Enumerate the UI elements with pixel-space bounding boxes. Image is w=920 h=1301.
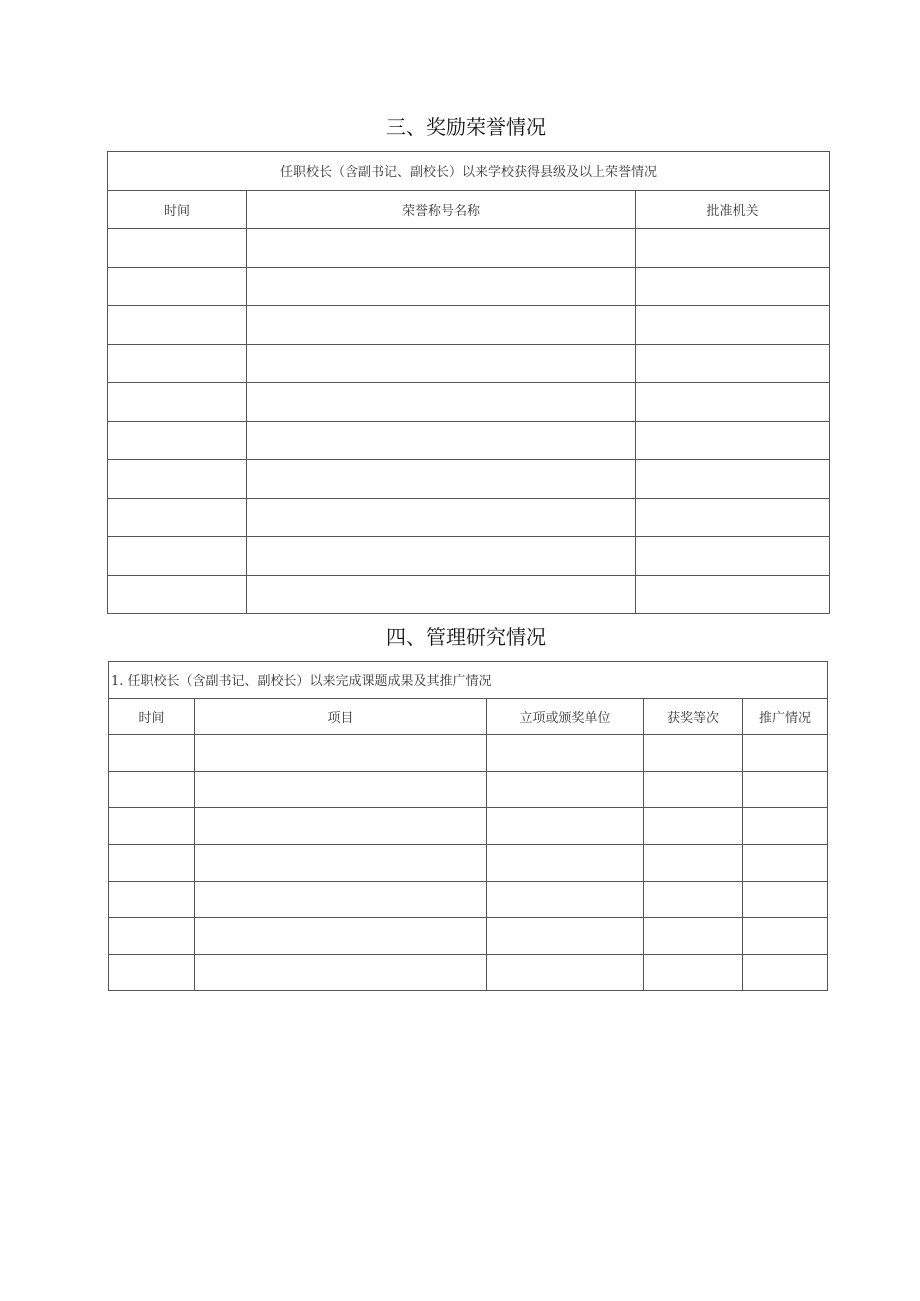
header-time: 时间	[109, 698, 195, 735]
research-entry-cell[interactable]	[195, 735, 487, 772]
research-caption-row	[109, 662, 828, 699]
honors-entry-cell[interactable]	[247, 575, 636, 614]
header-promotion: 推广情况	[743, 698, 828, 735]
research-entry-cell[interactable]	[644, 735, 743, 772]
research-entry-cell[interactable]	[487, 918, 644, 955]
research-entry-cell[interactable]	[644, 918, 743, 955]
honors-entry-row	[108, 421, 830, 460]
honors-entry-cell[interactable]	[108, 267, 247, 306]
header-project: 项目	[195, 698, 487, 735]
research-entry-cell[interactable]	[743, 881, 828, 918]
honors-entry-row	[108, 306, 830, 345]
research-entry-cell[interactable]	[487, 771, 644, 808]
section-title-honors: 三、奖励荣誉情况	[386, 115, 546, 139]
research-table	[108, 661, 828, 991]
honors-entry-cell[interactable]	[108, 383, 247, 422]
research-entry-cell[interactable]	[644, 881, 743, 918]
research-entry-cell[interactable]	[743, 735, 828, 772]
honors-entry-cell[interactable]	[247, 383, 636, 422]
honors-entry-cell[interactable]	[247, 421, 636, 460]
honors-entry-cell[interactable]	[636, 383, 830, 422]
honors-entry-cell[interactable]	[636, 498, 830, 537]
honors-entry-row	[108, 498, 830, 537]
header-awarding-unit: 立项或颁奖单位	[487, 698, 644, 735]
research-entry-cell[interactable]	[109, 808, 195, 845]
honors-entry-cell[interactable]	[108, 421, 247, 460]
honors-entry-cell[interactable]	[636, 575, 830, 614]
honors-entry-cell[interactable]	[636, 421, 830, 460]
honors-header-row	[108, 190, 830, 229]
research-entry-cell[interactable]	[644, 844, 743, 881]
research-entry-cell[interactable]	[195, 808, 487, 845]
research-entry-cell[interactable]	[195, 954, 487, 991]
research-entry-cell[interactable]	[487, 808, 644, 845]
section-title-research: 四、管理研究情况	[386, 625, 546, 649]
research-entry-cell[interactable]	[644, 771, 743, 808]
honors-entry-cell[interactable]	[636, 537, 830, 576]
research-caption: 1. 任职校长（含副书记、副校长）以来完成课题成果及其推广情况	[109, 662, 828, 699]
research-entry-row	[109, 808, 828, 845]
research-entry-cell[interactable]	[743, 954, 828, 991]
honors-entry-cell[interactable]	[636, 344, 830, 383]
honors-caption-row	[108, 152, 830, 191]
research-entry-cell[interactable]	[743, 844, 828, 881]
research-entry-row	[109, 918, 828, 955]
honors-caption: 任职校长（含副书记、副校长）以来学校获得县级及以上荣誉情况	[108, 152, 830, 191]
research-entry-cell[interactable]	[109, 918, 195, 955]
research-entry-cell[interactable]	[743, 771, 828, 808]
honors-entry-row	[108, 229, 830, 268]
research-entry-cell[interactable]	[487, 954, 644, 991]
honors-entry-cell[interactable]	[108, 306, 247, 345]
honors-entry-row	[108, 383, 830, 422]
research-entry-row	[109, 735, 828, 772]
honors-entry-cell[interactable]	[247, 460, 636, 499]
honors-entry-cell[interactable]	[247, 267, 636, 306]
research-entry-cell[interactable]	[109, 771, 195, 808]
research-entry-cell[interactable]	[195, 844, 487, 881]
research-entry-cell[interactable]	[109, 844, 195, 881]
header-time: 时间	[108, 190, 247, 229]
research-entry-row	[109, 771, 828, 808]
honors-entry-cell[interactable]	[636, 306, 830, 345]
honors-table	[107, 151, 830, 614]
honors-entry-cell[interactable]	[636, 267, 830, 306]
research-entry-row	[109, 954, 828, 991]
honors-entry-row	[108, 537, 830, 576]
research-entry-cell[interactable]	[743, 918, 828, 955]
research-entry-cell[interactable]	[487, 844, 644, 881]
research-entry-cell[interactable]	[109, 735, 195, 772]
research-entry-cell[interactable]	[644, 808, 743, 845]
header-approving-authority: 批准机关	[636, 190, 830, 229]
research-entry-row	[109, 881, 828, 918]
research-entry-cell[interactable]	[109, 881, 195, 918]
honors-entry-row	[108, 460, 830, 499]
honors-entry-cell[interactable]	[108, 537, 247, 576]
honors-entry-cell[interactable]	[247, 498, 636, 537]
research-entry-cell[interactable]	[195, 918, 487, 955]
honors-entry-cell[interactable]	[247, 344, 636, 383]
research-entry-row	[109, 844, 828, 881]
research-entry-cell[interactable]	[195, 771, 487, 808]
research-entry-cell[interactable]	[195, 881, 487, 918]
honors-entry-row	[108, 344, 830, 383]
honors-entry-cell[interactable]	[247, 229, 636, 268]
research-entry-cell[interactable]	[487, 735, 644, 772]
honors-entry-cell[interactable]	[108, 460, 247, 499]
honors-entry-cell[interactable]	[247, 537, 636, 576]
honors-entry-cell[interactable]	[108, 229, 247, 268]
honors-entry-cell[interactable]	[636, 229, 830, 268]
research-header-row	[109, 698, 828, 735]
honors-entry-cell[interactable]	[636, 460, 830, 499]
header-honor-name: 荣誉称号名称	[247, 190, 636, 229]
honors-entry-cell[interactable]	[108, 575, 247, 614]
research-entry-cell[interactable]	[743, 808, 828, 845]
research-entry-cell[interactable]	[487, 881, 644, 918]
honors-entry-cell[interactable]	[108, 498, 247, 537]
research-entry-cell[interactable]	[109, 954, 195, 991]
header-award-level: 获奖等次	[644, 698, 743, 735]
honors-entry-row	[108, 267, 830, 306]
honors-entry-row	[108, 575, 830, 614]
research-entry-cell[interactable]	[644, 954, 743, 991]
honors-entry-cell[interactable]	[247, 306, 636, 345]
honors-entry-cell[interactable]	[108, 344, 247, 383]
